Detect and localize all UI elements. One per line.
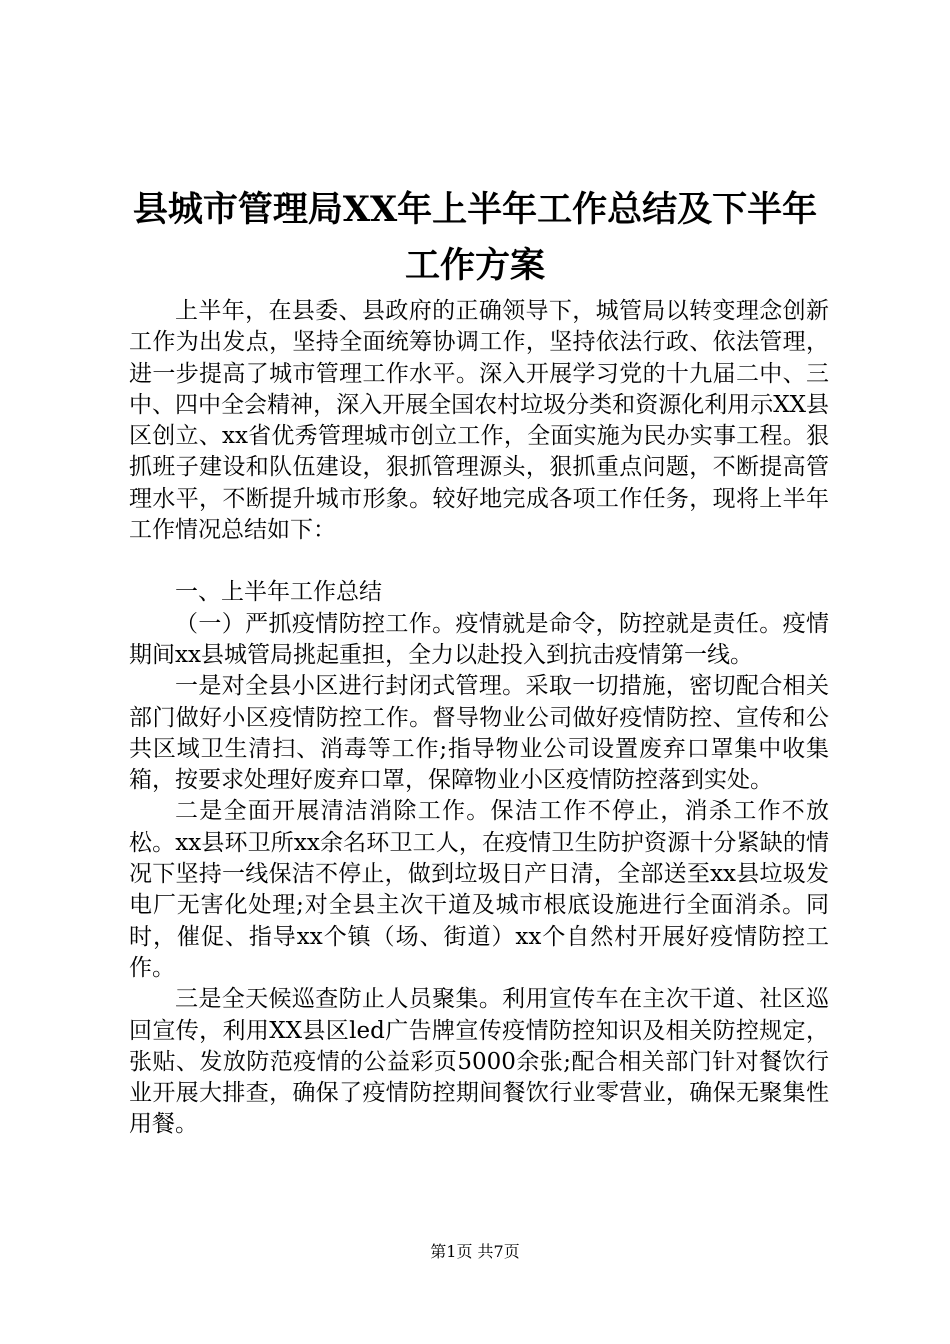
body-paragraph: 三是全天候巡查防止人员聚集。利用宣传车在主次干道、社区巡回宣传，利用XX县区led广告牌宣传疫情防控知识及相关防控规定，张贴、发放防范疫情的公益彩页5000余张;配合相关部门针对餐饮行业开展大排查，确保了疫情防控期间餐饮行业零营业，确保无聚集性用餐。 — [129, 986, 829, 1138]
document-body — [129, 296, 829, 1141]
intro-paragraph: 上半年，在县委、县政府的正确领导下，城管局以转变理念创新工作为出发点，坚持全面统筹协调工作，坚持依法行政、依法管理，进一步提高了城市管理工作水平。深入开展学习党的十九届二中、三中、四中全会精神，深入开展全国农村垃圾分类和资源化利用示XX县区创立、xx省优秀管理城市创立工作，全面实施为民办实事工程。狠抓班子建设和队伍建设，狠抓管理源头，狠抓重点问题，不断提高管理水平，不断提升城市形象。较好地完成各项工作任务，现将上半年工作情况总结如下： — [129, 298, 829, 544]
paragraph-spacer — [129, 546, 829, 577]
body-paragraph: 二是全面开展清洁消除工作。保洁工作不停止，消杀工作不放松。xx县环卫所xx余名环卫工人，在疫情卫生防护资源十分紧缺的情况下坚持一线保洁不停止，做到垃圾日产日清，全部送至xx县垃圾发电厂无害化处理;对全县主次干道及城市根底设施进行全面消杀。同时，催促、指导xx个镇（场、街道）xx个自然村开展好疫情防控工作。 — [129, 798, 829, 981]
body-paragraph: 一是对全县小区进行封闭式管理。采取一切措施，密切配合相关部门做好小区疫情防控工作。督导物业公司做好疫情防控、宣传和公共区域卫生清扫、消毒等工作;指导物业公司设置废弃口罩集中收集箱，按要求处理好废弃口罩，保障物业小区疫情防控落到实处。 — [129, 673, 829, 794]
subsection-paragraph: （一）严抓疫情防控工作。疫情就是命令，防控就是责任。疫情期间xx县城管局挑起重担，全力以赴投入到抗击疫情第一线。 — [129, 610, 829, 668]
page-footer: 第1页 共7页 — [430, 1242, 520, 1261]
document-title-line-1: 县城市管理局XX年上半年工作总结及下半年 — [132, 189, 818, 230]
document-title-line-2: 工作方案 — [404, 245, 545, 286]
section-heading: 一、上半年工作总结 — [175, 579, 382, 606]
